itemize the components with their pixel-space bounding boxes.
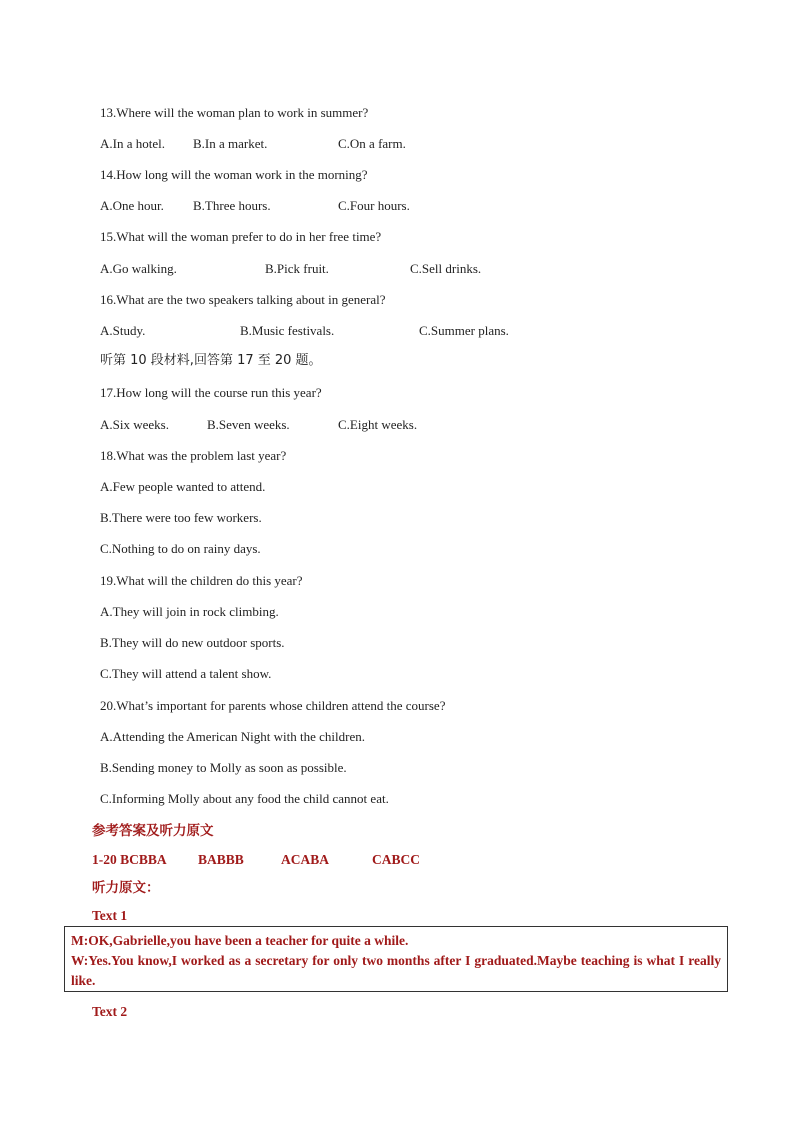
q17-option-b: B.Seven weeks. bbox=[207, 417, 290, 432]
q14-option-b: B.Three hours. bbox=[193, 198, 271, 213]
q16-option-c: C.Summer plans. bbox=[419, 323, 509, 338]
q17-option-c: C.Eight weeks. bbox=[338, 417, 418, 432]
q20-option-a: A.Attending the American Night with the children. bbox=[100, 729, 365, 744]
q15-option-b: B.Pick fruit. bbox=[265, 261, 329, 276]
question-13: 13.Where will the woman plan to work in summer? bbox=[100, 105, 369, 120]
text1-woman-line: W:Yes.You know,I worked as a secretary for only two months after I graduated.Maybe teaching is what I really like. bbox=[71, 953, 721, 988]
q18-option-c: C.Nothing to do on rainy days. bbox=[100, 541, 261, 556]
q17-option-a: A.Six weeks. bbox=[100, 417, 169, 432]
question-19: 19.What will the children do this year? bbox=[100, 573, 303, 588]
q18-option-b: B.There were too few workers. bbox=[100, 510, 262, 525]
question-14: 14.How long will the woman work in the morning? bbox=[100, 167, 368, 182]
question-17: 17.How long will the course run this year? bbox=[100, 385, 322, 400]
q13-option-a: A.In a hotel. bbox=[100, 136, 165, 151]
q15-option-c: C.Sell drinks. bbox=[410, 261, 482, 276]
question-16: 16.What are the two speakers talking about in general? bbox=[100, 292, 386, 307]
answer-group-2: BABBB bbox=[198, 852, 244, 867]
answer-group-3: ACABA bbox=[281, 852, 330, 867]
q16-option-b: B.Music festivals. bbox=[240, 323, 335, 338]
question-18: 18.What was the problem last year? bbox=[100, 448, 287, 463]
section-instruction: 听第 10 段材料,回答第 17 至 20 题。 bbox=[100, 353, 322, 368]
q16-option-a: A.Study. bbox=[100, 323, 146, 338]
text2-label: Text 2 bbox=[92, 1004, 128, 1019]
q20-option-c: C.Informing Molly about any food the child cannot eat. bbox=[100, 791, 389, 806]
q18-option-a: A.Few people wanted to attend. bbox=[100, 479, 266, 494]
q15-option-a: A.Go walking. bbox=[100, 261, 177, 276]
question-15: 15.What will the woman prefer to do in her free time? bbox=[100, 229, 382, 244]
q13-option-b: B.In a market. bbox=[193, 136, 268, 151]
text1-man-line: M:OK,Gabrielle,you have been a teacher for quite a while. bbox=[71, 933, 409, 948]
answers-heading: 参考答案及听力原文 bbox=[92, 823, 214, 839]
q14-option-a: A.One hour. bbox=[100, 198, 164, 213]
text1-label: Text 1 bbox=[92, 908, 128, 923]
transcript-heading: 听力原文： bbox=[92, 880, 160, 896]
question-20: 20.What’s important for parents whose children attend the course? bbox=[100, 698, 446, 713]
answer-group-4: CABCC bbox=[372, 852, 421, 867]
answer-group-1: 1-20 BCBBA bbox=[92, 852, 167, 867]
q20-option-b: B.Sending money to Molly as soon as possible. bbox=[100, 760, 347, 775]
q19-option-b: B.They will do new outdoor sports. bbox=[100, 635, 285, 650]
q13-option-c: C.On a farm. bbox=[338, 136, 406, 151]
text1-transcript-box bbox=[64, 926, 728, 992]
q14-option-c: C.Four hours. bbox=[338, 198, 410, 213]
q19-option-c: C.They will attend a talent show. bbox=[100, 666, 272, 681]
q19-option-a: A.They will join in rock climbing. bbox=[100, 604, 279, 619]
